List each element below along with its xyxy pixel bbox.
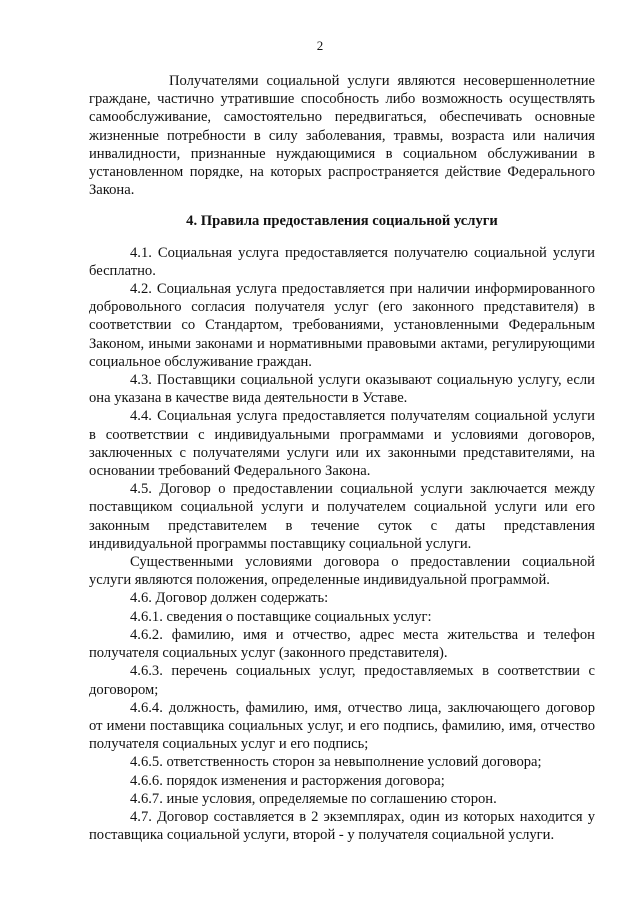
paragraph-4-6-2: 4.6.2. фамилию, имя и отчество, адрес места жительства и телефон получателя социальных услуг (законного представителя).: [89, 626, 595, 662]
paragraph-4-5: 4.5. Договор о предоставлении социальной услуги заключается между поставщиком социальной услуги и получателем социальной услуги или его законным представителем в течение суток с даты представления индивидуальной программы поставщику социальной услуги.: [89, 481, 595, 552]
intro-paragraph: Получателями социальной услуги являются несовершеннолетние граждане, частично утратившие способность либо возможность осуществлять самообслуживание, самостоятельно передвигаться, обеспечивать основные жизненные потребности в силу заболевания, травмы, возраста или наличия инвалидности, признанные нуждающимися в социальном обслуживании в установленном порядке, на которых распространяется действие Федерального Закона.: [89, 73, 595, 199]
paragraph-4-3: 4.3. Поставщики социальной услуги оказывают социальную услугу, если она указана в качестве вида деятельности в Уставе.: [89, 372, 595, 407]
paragraph-4-6-7: 4.6.7. иные условия, определяемые по соглашению сторон.: [130, 790, 497, 807]
paragraph-4-2: 4.2. Социальная услуга предоставляется при наличии информированного добровольного согласия получателя услуг (его законного представителя) в соответствии со Стандартом, требованиями, установленными Федеральным Законом, иными законами и нормативными правовыми актами, регулирующими социальное обслуживание граждан.: [89, 281, 595, 370]
paragraph-4-4: 4.4. Социальная услуга предоставляется получателям социальной услуги в соответствии с индивидуальными программами и условиями договоров, заключенных с получателями услуги или их законными представителями, на основании требований Федерального Закона.: [89, 408, 595, 480]
paragraph-4-6-1: 4.6.1. сведения о поставщике социальных услуг:: [130, 608, 432, 625]
paragraph-4-1: 4.1. Социальная услуга предоставляется получателю социальной услуги бесплатно.: [89, 244, 595, 279]
paragraph-4-6: 4.6. Договор должен содержать:: [130, 590, 329, 607]
paragraph-essential-terms: Существенными условиями договора о предоставлении социальной услуги являются положения, определенные индивидуальной программой.: [89, 554, 595, 589]
paragraph-4-7: 4.7. Договор составляется в 2 экземплярах, один из которых находится у поставщика социальной услуги, второй - у получателя социальной услуги.: [89, 808, 595, 844]
paragraph-4-6-5: 4.6.5. ответственность сторон за невыполнение условий договора;: [130, 754, 542, 771]
page-number: 2: [316, 38, 324, 53]
paragraph-4-6-3: 4.6.3. перечень социальных услуг, предоставляемых в соответствии с договором;: [89, 663, 595, 698]
section-title: 4. Правила предоставления социальной услуги: [186, 213, 498, 230]
document-body: [89, 72, 595, 844]
paragraph-4-6-6: 4.6.6. порядок изменения и расторжения договора;: [130, 772, 445, 789]
paragraph-4-6-4: 4.6.4. должность, фамилию, имя, отчество лица, заключающего договор от имени поставщика социальных услуг, и его подпись, фамилию, имя, отчество получателя социальных услуг и его подпись;: [89, 699, 595, 753]
